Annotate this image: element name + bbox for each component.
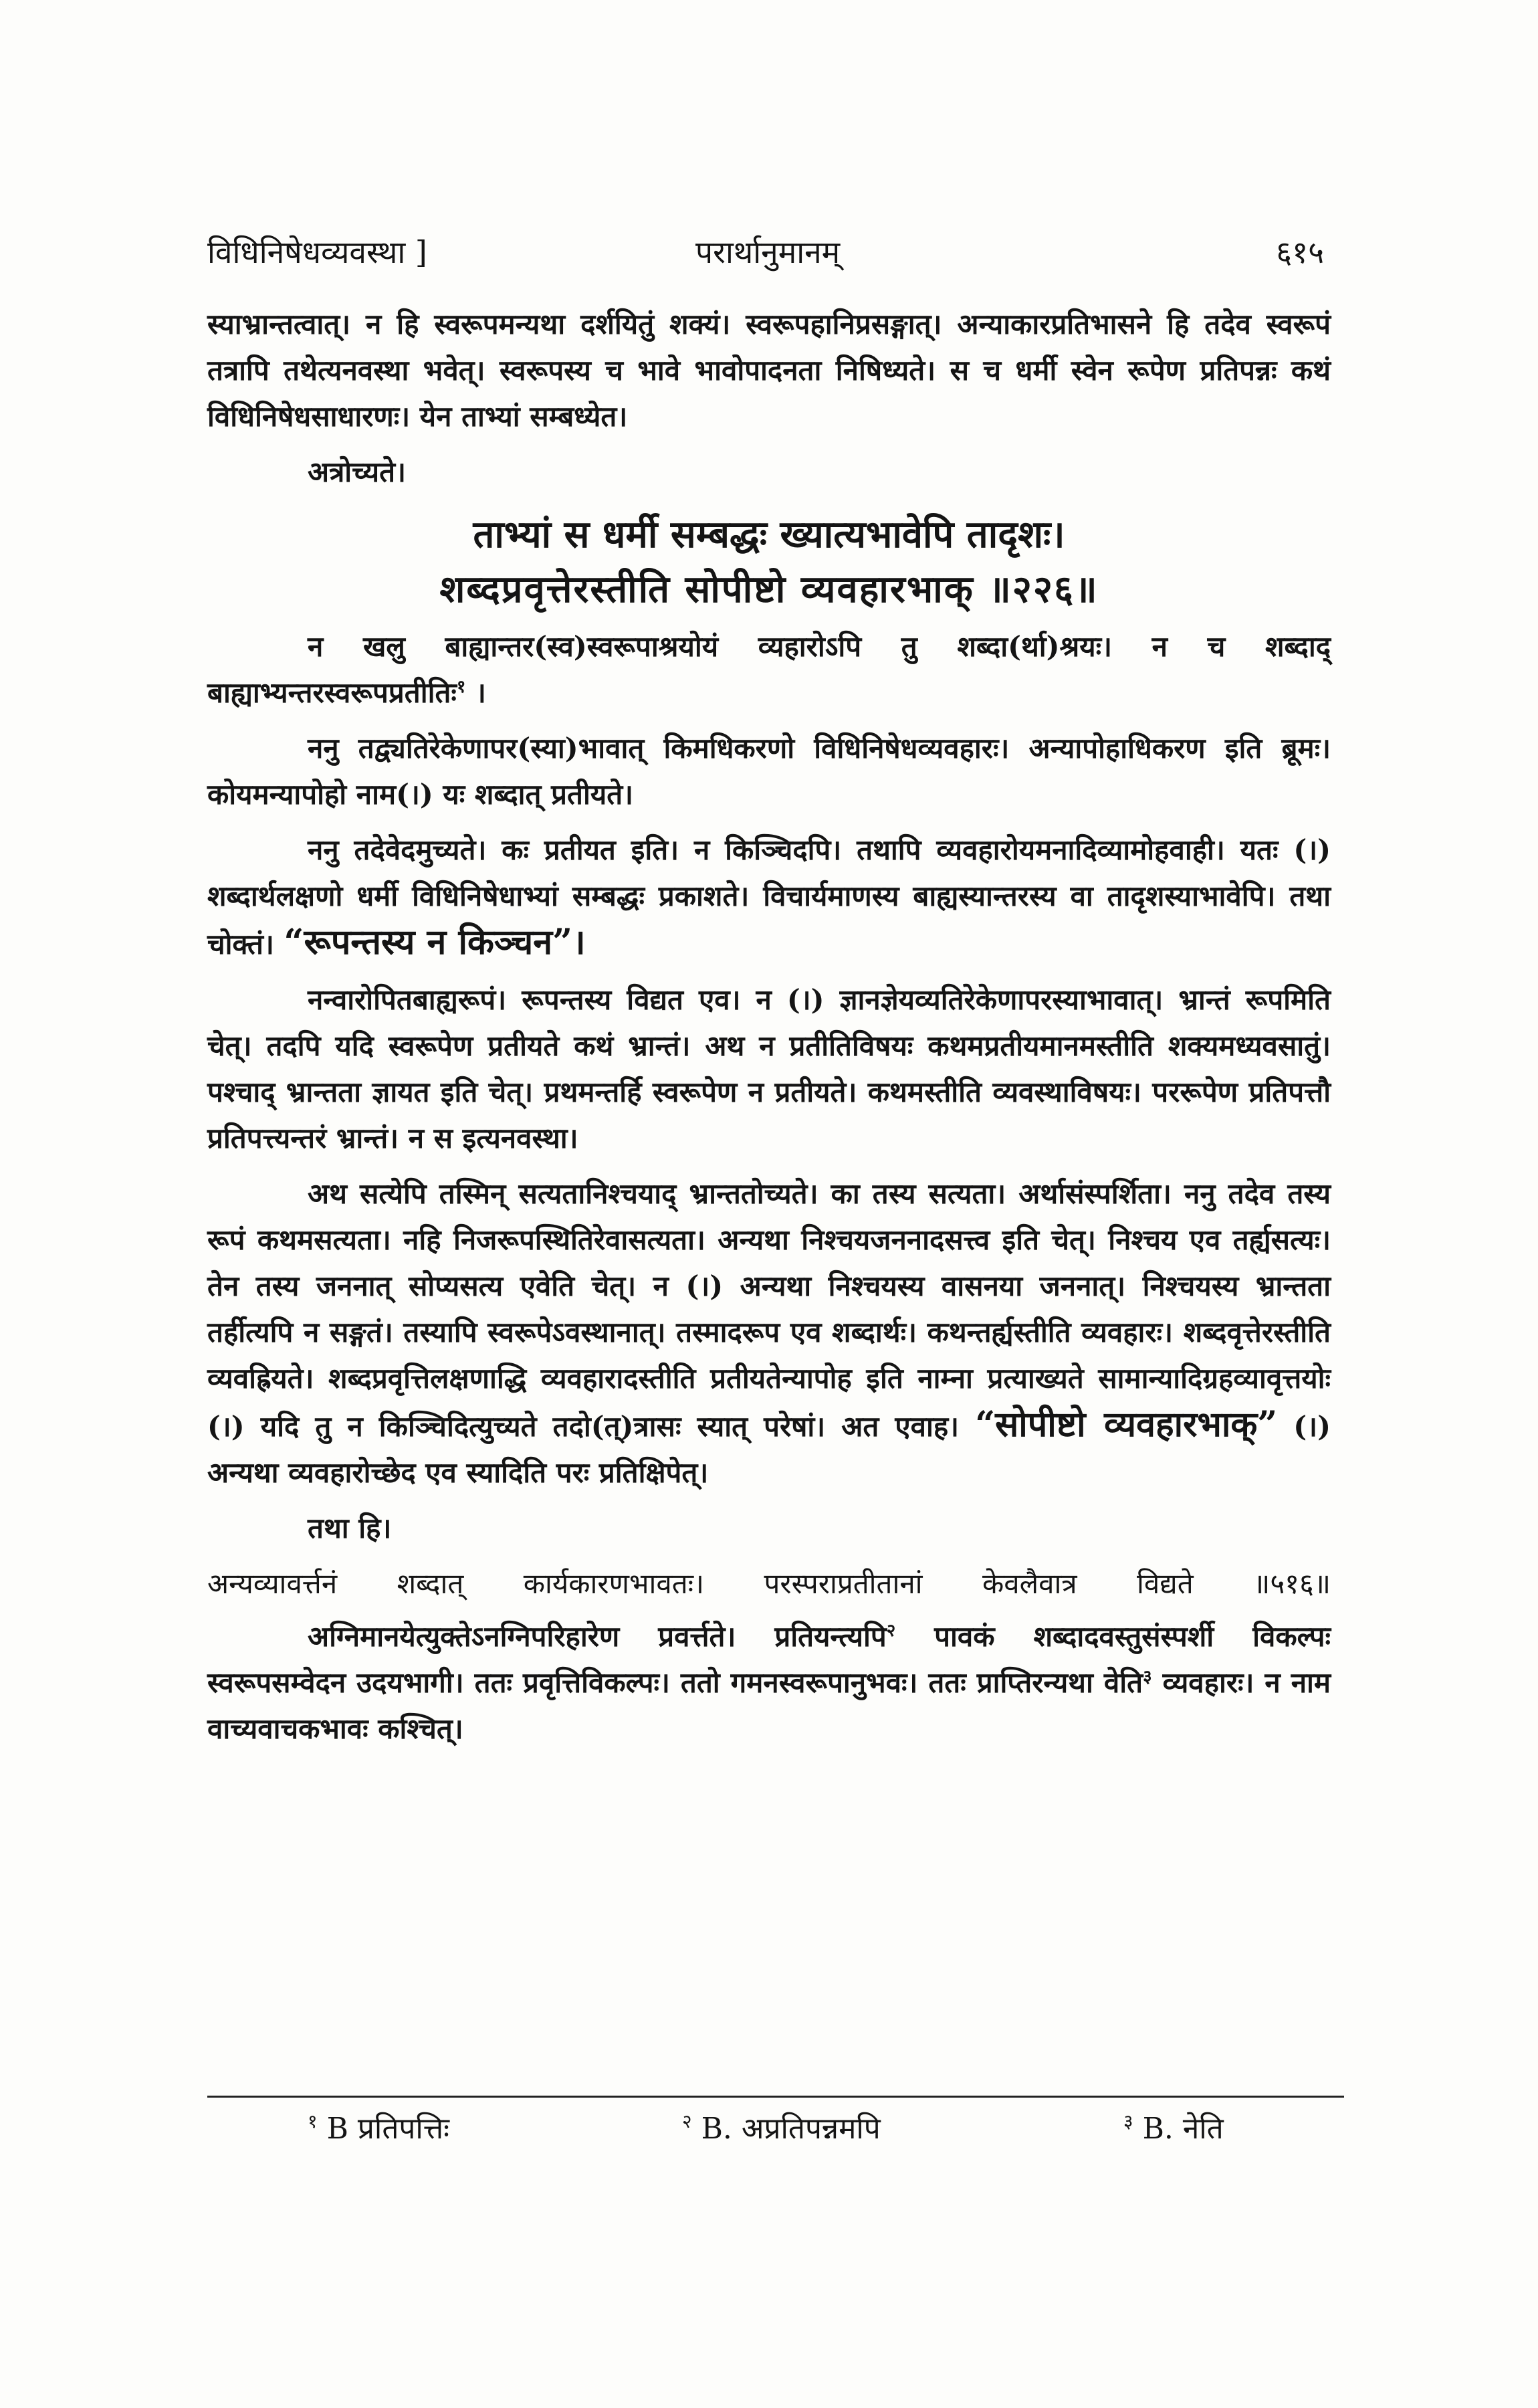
paragraph-5-text: ननु तदेवेदमुच्यते। कः प्रतीयत इति। न किञ्चिदपि। तथापि व्यवहारोयमनादिव्यामोहवाही। यतः (।) शब्दार्थलक्षणो धर्मी विधिनिषेधाभ्यां सम्बद्धः प्रकाशते। विचार्यमाणस्य बाह्यस्यान्तरस्य वा तादृशस्याभावेपि। तथा चोक्तं। <box>207 833 1331 961</box>
paragraph-9-text-a: अग्निमानयेत्युक्तेऽनग्निपरिहारेण प्रवर्त्तते। प्रतियन्त्यपि <box>308 1620 887 1653</box>
paragraph-7-after: (।) अन्यथा व्यवहारोच्छेद एव स्यादिति परः प्रतिक्षिपेत्। <box>207 1410 1331 1489</box>
verse-line-2: शब्दप्रवृत्तेरस्तीति सोपीष्टो व्यवहारभाक् ॥२२६॥ <box>439 567 1099 611</box>
footnote-3-text: B. नेति <box>1142 2112 1224 2146</box>
paragraph-5-quote: “रूपन्तस्य न किञ्चन”। <box>284 922 586 963</box>
running-header <box>207 231 1324 278</box>
paragraph-7-text: अथ सत्येपि तस्मिन् सत्यतानिश्चयाद् भ्रान्ततोच्यते। का तस्य सत्यता। अर्थासंस्पर्शिता। ननु तदेव तस्य रूपं कथमसत्यता। नहि निजरूपस्थितिरेवासत्यता। अन्यथा निश्चयजननादसत्त्व इति चेत्। निश्चय एव तर्ह्यसत्यः। तेन तस्य जननात् सोप्यसत्य एवेति चेत्। न (।) अन्यथा निश्चयस्य वासनया जननात्। निश्चयस्य भ्रान्तता तर्हीत्यपि न सङ्गतं। तस्यापि स्वरूपेऽवस्थानात्। तस्मादरूप एव शब्दार्थः। कथन्तर्ह्यस्तीति व्यवहारः। शब्दवृत्तेरस्तीति व्यवह्रियते। शब्दप्रवृत्तिलक्षणाद्धि व्यवहारादस्तीति प्रतीयतेन्यापोह इति नाम्ना प्रत्याख्यते सामान्यादिग्रहव्यावृत्तयोः (।) यदि तु न किञ्चिदित्युच्यते तदो(त्)त्रासः स्यात् परेषां। अत एवाह। <box>207 1177 1331 1443</box>
paragraph-2: अत्रोच्यते। <box>308 456 407 488</box>
paragraph-3-text: न खलु बाह्यान्तर(स्व)स्वरूपाश्रयोयं व्यहारोऽपि तु शब्दा(र्था)श्रयः। न च शब्दाद् बाह्याभ्यन्तरस्वरूपप्रतीतिः <box>207 630 1331 709</box>
footnote-2 <box>682 2107 881 2147</box>
header-section-title: विधिनिषेधव्यवस्था ] <box>207 234 427 270</box>
paragraph-6: नन्वारोपितबाह्यरूपं। रूपन्तस्य विद्यत एव। न (।) ज्ञानज्ञेयव्यतिरेकेणापरस्याभावात्। भ्रान्तं रूपमिति चेत्। तदपि यदि स्वरूपेण प्रतीयते कथं भ्रान्तं। अथ न प्रतीतिविषयः कथमप्रतीयमानमस्तीति शक्यमध्यवसातुं। पश्चाद् भ्रान्तता ज्ञायत इति चेत्। प्रथमन्तर्हि स्वरूपेण न प्रतीयते। कथमस्तीति व्यवस्थाविषयः। पररूपेण प्रतिपत्तौ प्रतिपत्त्यन्तरं भ्रान्तं। न स इत्यनवस्था। <box>207 983 1331 1155</box>
page-number: ६१५ <box>1276 234 1324 270</box>
verse-line-1: ताभ्यां स धर्मी सम्बद्धः ख्यात्यभावेपि तादृशः। <box>473 512 1065 557</box>
footnote-2-text: B. अप्रतिपन्नमपि <box>701 2112 881 2146</box>
header-chapter-title: परार्थानुमानम् <box>695 234 841 270</box>
paragraph-9-text-c: व्यवहारः। न नाम वाच्यवाचकभावः कश्चित्। <box>207 1666 1331 1745</box>
paragraph-3 <box>207 623 1331 716</box>
footnote-1-mark: १ <box>308 2110 318 2133</box>
paragraph-8: तथा हि। <box>308 1512 392 1544</box>
footnote-2-mark: २ <box>682 2110 692 2133</box>
paragraph-5 <box>207 827 1331 967</box>
paragraph-7-quote: “सोपीष्टो व्यवहारभाक्” <box>975 1404 1278 1445</box>
footnote-ref-1: १ <box>456 677 466 697</box>
footnote-divider <box>207 2096 1344 2098</box>
main-text <box>207 301 1331 1761</box>
verse-516: अन्यव्यावर्त्तनं शब्दात् कार्यकारणभावतः। परस्पराप्रतीतानां केवलैवात्र विद्यते ॥५१६॥ <box>207 1567 1331 1600</box>
paragraph-7 <box>207 1171 1331 1496</box>
paragraph-9-text-b: पावकं शब्दादवस्तुसंस्पर्शी विकल्पः स्वरूपसम्वेदन उदयभागी। ततः प्रवृत्तिविकल्पः। ततो गमनस्वरूपानुभवः। ततः प्राप्तिरन्यथा वेति <box>207 1620 1331 1699</box>
verse-226 <box>207 507 1331 617</box>
paragraph-9 <box>207 1613 1331 1752</box>
paragraph-3-end: । <box>465 676 486 709</box>
footnote-1-text: B प्रतिपत्तिः <box>326 2112 450 2146</box>
footnote-1 <box>308 2107 449 2147</box>
footnote-3 <box>1123 2107 1224 2147</box>
footnotes <box>308 2107 1311 2154</box>
footnote-ref-2: २ <box>886 1621 896 1641</box>
footnote-ref-3: ३ <box>1143 1667 1152 1687</box>
paragraph-4: ननु तद्व्यतिरेकेणापर(स्या)भावात् किमधिकरणो विधिनिषेधव्यवहारः। अन्यापोहाधिकरण इति ब्रूमः। कोयमन्यापोहो नाम(।) यः शब्दात् प्रतीयते। <box>207 732 1331 811</box>
paragraph-1: स्याभ्रान्तत्वात्। न हि स्वरूपमन्यथा दर्शयितुं शक्यं। स्वरूपहानिप्रसङ्गात्। अन्याकारप्रतिभासने हि तदेव स्वरूपं तत्रापि तथेत्यनवस्था भवेत्। स्वरूपस्य च भावे भावोपादनता निषिध्यते। स च धर्मी स्वेन रूपेण प्रतिपन्नः कथं विधिनिषेधसाधारणः। येन ताभ्यां सम्बध्येत। <box>207 308 1331 433</box>
footnote-3-mark: ३ <box>1123 2110 1133 2133</box>
